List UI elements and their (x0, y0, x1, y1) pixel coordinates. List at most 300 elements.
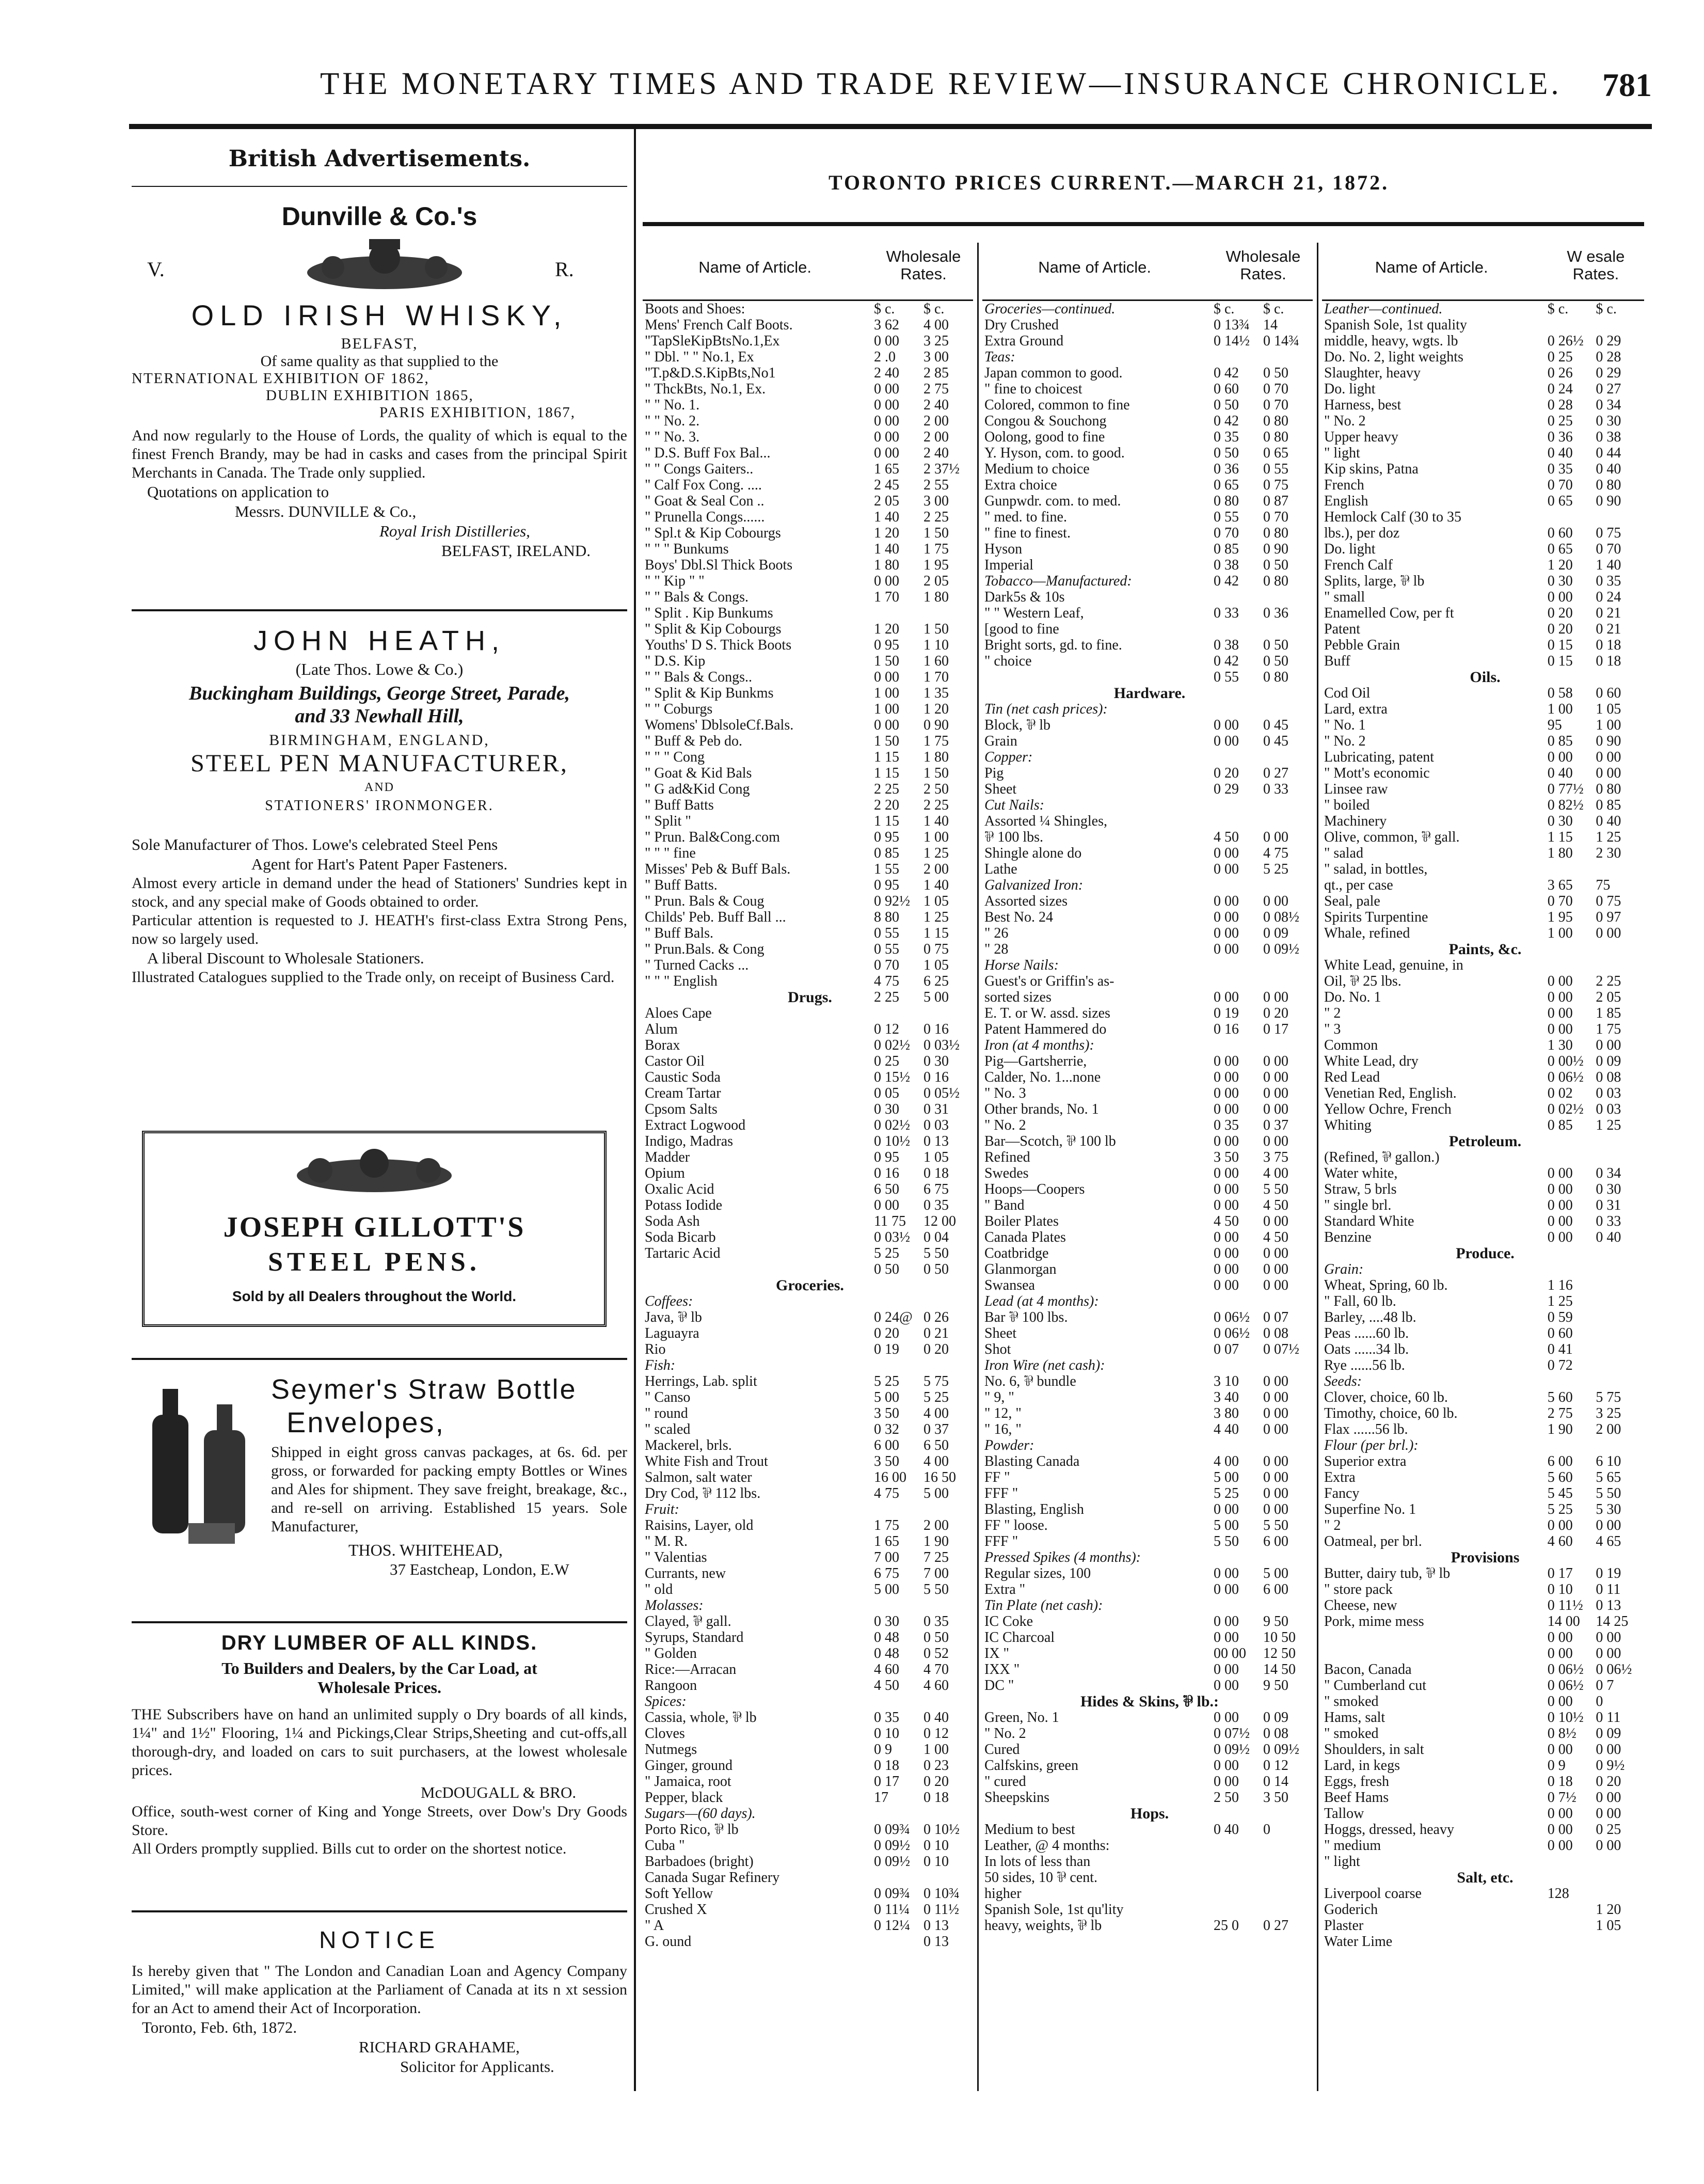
line: AND (364, 781, 394, 794)
article-name: Cut Nails: (984, 797, 1044, 813)
advertisements-column (132, 134, 627, 2096)
rate-high: 1 20 (923, 701, 949, 717)
article-name: " cured (984, 1774, 1026, 1790)
article-name: Bar—Scotch, ⅌ 100 lb (984, 1133, 1116, 1149)
rate-low: 1 50 (874, 653, 899, 669)
article-name: " med. to fine. (984, 509, 1067, 525)
rate-high: 0 35 (923, 1613, 949, 1629)
rate-high: 6 50 (923, 1437, 949, 1453)
article-name: " " No. 1. (645, 397, 700, 413)
rate-low: 0 59 (1547, 1309, 1573, 1325)
rate-low: 0 00 (1214, 845, 1239, 861)
article-name: Lathe (984, 861, 1017, 877)
article-name: White Lead, genuine, in (1324, 957, 1463, 973)
rate-high: 0 00 (1263, 1085, 1288, 1101)
price-row (643, 621, 973, 637)
header-name: Name of Article. (1038, 258, 1151, 276)
header-name: Name of Article. (1375, 258, 1488, 276)
rate-low: 3 50 (874, 1453, 899, 1469)
rate-low: 0 65 (1547, 493, 1573, 509)
rate-high: 2 25 (923, 509, 949, 525)
bottle-envelope-illustration-icon (132, 1384, 266, 1554)
price-row (643, 1133, 973, 1149)
price-row (982, 861, 1313, 877)
price-row (982, 1629, 1313, 1645)
rate-low: 7 00 (874, 1549, 899, 1565)
rate-high: 9 50 (1263, 1613, 1288, 1629)
price-row (1322, 1533, 1644, 1549)
price-row (982, 365, 1313, 381)
price-row (982, 333, 1313, 349)
rate-high: 0 08 (1263, 1726, 1288, 1742)
price-row (1322, 925, 1644, 941)
line: Solicitor for Applicants. (400, 2058, 554, 2076)
price-row (1322, 749, 1644, 765)
price-row (982, 973, 1313, 989)
line: Messrs. DUNVILLE & Co., (235, 502, 417, 520)
rate-low: 0 12¼ (874, 1918, 910, 1934)
price-row (1322, 429, 1644, 445)
rate-high: 16 50 (923, 1469, 956, 1485)
rate-high: 3 25 (1596, 1405, 1621, 1421)
rate-low: 0 95 (874, 829, 899, 845)
rate-high: 0 80 (1596, 781, 1621, 797)
rate-low: 0 00 (1547, 749, 1573, 765)
line: RICHARD GRAHAME, (359, 2038, 520, 2056)
rate-high: 0 33 (1596, 1213, 1621, 1229)
price-row (643, 1357, 973, 1373)
rate-low: 3 40 (1214, 1389, 1239, 1405)
price-row (982, 1597, 1313, 1613)
price-row (982, 1341, 1313, 1357)
article-name: Lead (at 4 months): (984, 1293, 1099, 1309)
rate-low: 0 29 (1214, 781, 1239, 797)
rate-high: 0 13 (923, 1133, 949, 1149)
article-name: Hyson (984, 541, 1023, 557)
rate-low: 0 70 (1547, 893, 1573, 909)
price-row (982, 1069, 1313, 1085)
rate-low: 0 00 (1547, 1213, 1573, 1229)
article-name: " scaled (645, 1421, 691, 1437)
price-row (1322, 1213, 1644, 1229)
price-row (643, 493, 973, 509)
price-row (982, 429, 1313, 445)
price-row (643, 1165, 973, 1181)
article-name: qt., per case (1324, 877, 1393, 893)
price-row (643, 669, 973, 685)
rate-high: 3 00 (923, 349, 949, 365)
price-row (643, 717, 973, 733)
article-name: Nutmegs (645, 1742, 697, 1758)
article-name: Java, ⅌ lb (645, 1309, 702, 1325)
rate-low: 0 30 (874, 1613, 899, 1629)
rate-low: 3 62 (874, 317, 899, 333)
rate-high: 3 00 (923, 493, 949, 509)
article-name: " No. 2 (1324, 733, 1366, 749)
column-header (982, 243, 1313, 301)
rate-low: 4 00 (1214, 1453, 1239, 1469)
rate-low: 0 55 (1214, 509, 1239, 525)
article-name: Cured (984, 1742, 1020, 1758)
rate-low: 6 00 (1547, 1453, 1573, 1469)
article-name: " Golden (645, 1645, 697, 1661)
rate-low: 0 38 (1214, 557, 1239, 573)
article-name: Sheet (984, 1325, 1017, 1341)
rate-low: 2 20 (874, 797, 899, 813)
rate-low: 0 00 (874, 717, 899, 733)
price-row (643, 509, 973, 525)
rate-low: 0 8½ (1547, 1726, 1576, 1742)
article-name: Regular sizes, 100 (984, 1565, 1091, 1581)
rate-low: 0 00 (1214, 733, 1239, 749)
rate-low: 16 00 (874, 1469, 906, 1485)
header-rates: Wholesale Rates. (886, 247, 961, 283)
rate-high: 5 00 (1263, 1565, 1288, 1581)
article-name: " " " Cong (645, 749, 705, 765)
rate-low: 0 00 (874, 1197, 899, 1213)
article-name: FF " loose. (984, 1517, 1048, 1533)
rate-low: 5 25 (874, 1373, 899, 1389)
rate-low: 0 33 (1214, 605, 1239, 621)
article-name: Childs' Peb. Buff Ball ... (645, 909, 786, 925)
rate-low: 0 09¾ (874, 1886, 910, 1902)
rate-high: 0 00 (1596, 749, 1621, 765)
price-row (982, 1261, 1313, 1277)
price-row (643, 1565, 973, 1581)
rate-low: 0 00 (1547, 1806, 1573, 1822)
rate-low: 1 40 (874, 541, 899, 557)
article-name: " Valentias (645, 1549, 707, 1565)
dunville-ad (132, 201, 627, 561)
header-rates: Wholesale Rates. (1225, 247, 1301, 283)
price-row (643, 477, 973, 493)
price-row (982, 589, 1313, 605)
rate-low: 5 25 (1547, 1501, 1573, 1517)
rate-high: 2 25 (923, 797, 949, 813)
rate-low: 0 20 (1214, 765, 1239, 781)
article-name: " Jamaica, root (645, 1774, 731, 1790)
rate-high: 0 44 (1596, 445, 1621, 461)
price-row (1322, 397, 1644, 413)
column-divider (634, 129, 636, 2091)
price-row (1322, 1774, 1644, 1790)
price-row (1322, 1293, 1644, 1309)
article-name: " smoked (1324, 1726, 1379, 1742)
article-name: Other brands, No. 1 (984, 1101, 1099, 1117)
rate-low: 0 00 (874, 333, 899, 349)
article-name: " " " English (645, 973, 718, 989)
rate-low: 0 26 (1547, 365, 1573, 381)
rate-low: 0 36 (1214, 461, 1239, 477)
rate-high: 5 25 (1263, 861, 1288, 877)
rate-low: 0 00 (1214, 989, 1239, 1005)
heath-trade: STEEL PEN MANUFACTURER, (190, 750, 568, 777)
royal-arms-emblem-icon (302, 236, 467, 293)
notice-body: Is hereby given that " The London and Canadian Loan and Agency Company Limited," will make application at the Parliament of Canada at its n xt session for an Act to amend their Act of Incorporation. (132, 1963, 627, 2017)
rate-low: 0 28 (1547, 397, 1573, 413)
rate-low: 11 75 (874, 1213, 906, 1229)
rate-high: 0 10 (923, 1854, 949, 1870)
price-row (1322, 701, 1644, 717)
rate-low: 1 20 (874, 525, 899, 541)
article-name: Wheat, Spring, 60 lb. (1324, 1277, 1448, 1293)
article-name: Best No. 24 (984, 909, 1053, 925)
rate-high: 1 25 (923, 909, 949, 925)
price-row (643, 1485, 973, 1501)
rate-low: 14 00 (1547, 1613, 1580, 1629)
price-row (1322, 301, 1644, 317)
lumber-title: DRY LUMBER OF ALL KINDS. (221, 1632, 538, 1654)
article-name: Hides & Skins, ⅌ lb.: (1080, 1694, 1219, 1710)
article-name: Paints, &c. (1448, 941, 1522, 957)
rate-high: 0 03½ (923, 1037, 960, 1053)
price-row (982, 893, 1313, 909)
rate-high: 0 19 (1596, 1565, 1621, 1581)
article-name: " smoked (1324, 1694, 1379, 1710)
rate-high: 0 18 (923, 1165, 949, 1181)
rate-low: 0 17 (874, 1774, 899, 1790)
price-row (1322, 1149, 1644, 1165)
article-name: " 2 (1324, 1005, 1341, 1021)
price-row (643, 653, 973, 669)
article-name: Mackerel, brls. (645, 1437, 732, 1453)
rate-low: 0 00 (1547, 989, 1573, 1005)
rate-high: 6 75 (923, 1181, 949, 1197)
article-name: Porto Rico, ⅌ lb (645, 1822, 739, 1838)
article-name: " Split & Kip Cobourgs (645, 621, 782, 637)
rate-high: 0 08½ (1263, 909, 1299, 925)
article-name: Tin Plate (net cash): (984, 1597, 1103, 1613)
rate-high: 14 25 (1596, 1613, 1629, 1629)
gillott-sold: Sold by all Dealers throughout the World. (232, 1288, 517, 1304)
rate-high: 0 09 (1596, 1726, 1621, 1742)
price-row (643, 1806, 973, 1822)
rate-low: 0 50 (874, 1261, 899, 1277)
article-name: Gunpwdr. com. to med. (984, 493, 1121, 509)
rate-low: 1 65 (874, 461, 899, 477)
rate-high: 0 10¾ (923, 1886, 960, 1902)
price-row (643, 1405, 973, 1421)
rate-high: 4 75 (1263, 845, 1288, 861)
article-name: Lard, extra (1324, 701, 1388, 717)
rate-high: 6 25 (923, 973, 949, 989)
article-name: Y. Hyson, com. to good. (984, 445, 1125, 461)
price-row (643, 1742, 973, 1758)
rate-high: 0 35 (1596, 573, 1621, 589)
article-name: Swedes (984, 1165, 1029, 1181)
article-name: Spanish Sole, 1st quality (1324, 317, 1467, 333)
price-row (1322, 1934, 1644, 1950)
article-name: Extract Logwood (645, 1117, 746, 1133)
price-row (982, 1533, 1313, 1549)
article-name: " Goat & Seal Con .. (645, 493, 765, 509)
article-name: " G ad&Kid Cong (645, 781, 750, 797)
article-name: Extra choice (984, 477, 1057, 493)
rate-low: 0 00 (1547, 1694, 1573, 1710)
article-name: " medium (1324, 1838, 1381, 1854)
article-name: Fish: (645, 1357, 676, 1373)
article-name: " light (1324, 445, 1360, 461)
rate-low: 3 10 (1214, 1373, 1239, 1389)
article-name: Tobacco—Manufactured: (984, 573, 1132, 589)
rate-low: 5 25 (874, 1245, 899, 1261)
price-row (643, 557, 973, 573)
rate-low: 0 85 (1547, 1117, 1573, 1133)
price-row (643, 1870, 973, 1886)
article-name: Spanish Sole, 1st qu'lity (984, 1902, 1124, 1918)
article-name: 50 sides, 10 ⅌ cent. (984, 1870, 1097, 1886)
price-row (1322, 653, 1644, 669)
price-row (982, 637, 1313, 653)
rate-high: 0 65 (1263, 445, 1288, 461)
article-name: Yellow Ochre, French (1324, 1101, 1452, 1117)
article-name: DC " (984, 1677, 1014, 1694)
article-name: Patent Hammered do (984, 1021, 1107, 1037)
prices-current (643, 139, 1644, 2101)
article-name: Rice:—Arracan (645, 1661, 737, 1677)
price-row (1322, 893, 1644, 909)
price-row (982, 1677, 1313, 1694)
rate-low: 0 00 (1214, 1677, 1239, 1694)
rate-low: 0 10½ (1547, 1710, 1584, 1726)
price-row (643, 1774, 973, 1790)
article-name: " " " Bunkums (645, 541, 729, 557)
rate-high: 0 87 (1263, 493, 1288, 509)
article-name: Sheepskins (984, 1790, 1049, 1806)
article-name: FFF " (984, 1533, 1018, 1549)
divider (132, 1910, 627, 1912)
rate-low: 1 00 (1547, 925, 1573, 941)
article-name: Shoulders, in salt (1324, 1742, 1424, 1758)
article-name: Machinery (1324, 813, 1387, 829)
rate-high: 0 80 (1263, 669, 1288, 685)
article-name: Medium to best (984, 1822, 1075, 1838)
rate-low: 0 00 (874, 669, 899, 685)
heath-name: JOHN HEATH, (253, 625, 505, 656)
line: To Builders and Dealers, by the Car Load, at (221, 1659, 537, 1677)
price-row (982, 1133, 1313, 1149)
rate-low: 0 09½ (1214, 1742, 1250, 1758)
article-name: Madder (645, 1149, 690, 1165)
price-row (643, 589, 973, 605)
dunville-body: And now regularly to the House of Lords, the quality of which is equal to the finest French Brandy, may be had in casks and cases from the principal Spirit Merchants in Canada. The Trade only supplied. (132, 427, 627, 481)
rate-low: 0 40 (1547, 765, 1573, 781)
article-name: Galvanized Iron: (984, 877, 1084, 893)
rate-high: 1 00 (1596, 717, 1621, 733)
rate-low: 0 36 (1547, 429, 1573, 445)
rate-low: 0 00 (1214, 1085, 1239, 1101)
rate-low: 1 80 (1547, 845, 1573, 861)
price-row (643, 1501, 973, 1517)
line: PARIS EXHIBITION, 1867, (379, 404, 576, 421)
rate-low: 0 42 (1214, 413, 1239, 429)
price-row (643, 1661, 973, 1677)
price-row (1322, 1469, 1644, 1485)
article-name: Do. light (1324, 541, 1376, 557)
article-name: Sheet (984, 781, 1017, 797)
article-name: " Band (984, 1197, 1025, 1213)
article-name: Calfskins, green (984, 1758, 1078, 1774)
article-name: " Cumberland cut (1324, 1677, 1427, 1694)
article-name: Oolong, good to fine (984, 429, 1105, 445)
rate-low: 0 30 (1547, 813, 1573, 829)
price-row (643, 573, 973, 589)
rate-high: 0 08 (1596, 1069, 1621, 1085)
price-row (1322, 1069, 1644, 1085)
article-name: Hemlock Calf (30 to 35 (1324, 509, 1461, 525)
dunville-name: Dunville & Co.'s (281, 202, 477, 231)
price-row (1322, 1309, 1644, 1325)
article-name: " Dbl. " " No.1, Ex (645, 349, 754, 365)
rate-low: 0 15 (1547, 653, 1573, 669)
article-name: " Buff & Peb do. (645, 733, 743, 749)
rate-low: 0 00½ (1547, 1053, 1584, 1069)
rate-low: 0 82½ (1547, 797, 1584, 813)
article-name: Cheese, new (1324, 1597, 1397, 1613)
article-name: Refined (984, 1149, 1030, 1165)
rate-low: 0 24 (1547, 381, 1573, 397)
article-name: Grain: (1324, 1261, 1364, 1277)
rate-high: 0 00 (1263, 1213, 1288, 1229)
article-name: " Buff Batts. (645, 877, 718, 893)
rate-high: 0 10½ (923, 1822, 960, 1838)
article-name: [good to fine (984, 621, 1059, 637)
article-name: Lubricating, patent (1324, 749, 1435, 765)
price-row (643, 1694, 973, 1710)
price-row (1322, 541, 1644, 557)
article-name: Potass Iodide (645, 1197, 723, 1213)
article-name: Oxalic Acid (645, 1181, 714, 1197)
price-row (982, 1790, 1313, 1806)
rate-high: 0 00 (1263, 1421, 1288, 1437)
price-row (982, 541, 1313, 557)
article-name: E. T. or W. assd. sizes (984, 1005, 1110, 1021)
rate-low: 0 32 (874, 1421, 899, 1437)
rate-high: 0 85 (1596, 797, 1621, 813)
notice-title: NOTICE (319, 1926, 440, 1953)
article-name: Coffees: (645, 1293, 693, 1309)
price-row (643, 797, 973, 813)
price-row (643, 1149, 973, 1165)
price-row (643, 397, 973, 413)
article-name: " choice (984, 653, 1032, 669)
article-name: Fancy (1324, 1485, 1360, 1501)
rate-low: 0 26½ (1547, 333, 1584, 349)
rate-low: 0 16 (874, 1165, 899, 1181)
article-name: Produce. (1456, 1245, 1515, 1261)
price-row (1322, 1854, 1644, 1870)
rate-low: 2 .0 (874, 349, 896, 365)
rate-low: 4 60 (1547, 1533, 1573, 1549)
rate-low: 2 05 (874, 493, 899, 509)
rate-high: 0 36 (1263, 605, 1288, 621)
price-row (1322, 1037, 1644, 1053)
rate-low: 0 00 (874, 381, 899, 397)
article-name: Pebble Grain (1324, 637, 1400, 653)
price-row (643, 1101, 973, 1117)
article-name: Molasses: (645, 1597, 704, 1613)
price-row (982, 1293, 1313, 1309)
price-row (982, 1902, 1313, 1918)
price-row (982, 1325, 1313, 1341)
price-row (643, 461, 973, 477)
price-row (982, 797, 1313, 813)
price-row (1322, 1373, 1644, 1389)
line: BIRMINGHAM, ENGLAND, (269, 732, 490, 749)
rate-low: 0 95 (874, 637, 899, 653)
rate-high: 0 (1596, 1694, 1603, 1710)
price-row (1322, 1597, 1644, 1613)
